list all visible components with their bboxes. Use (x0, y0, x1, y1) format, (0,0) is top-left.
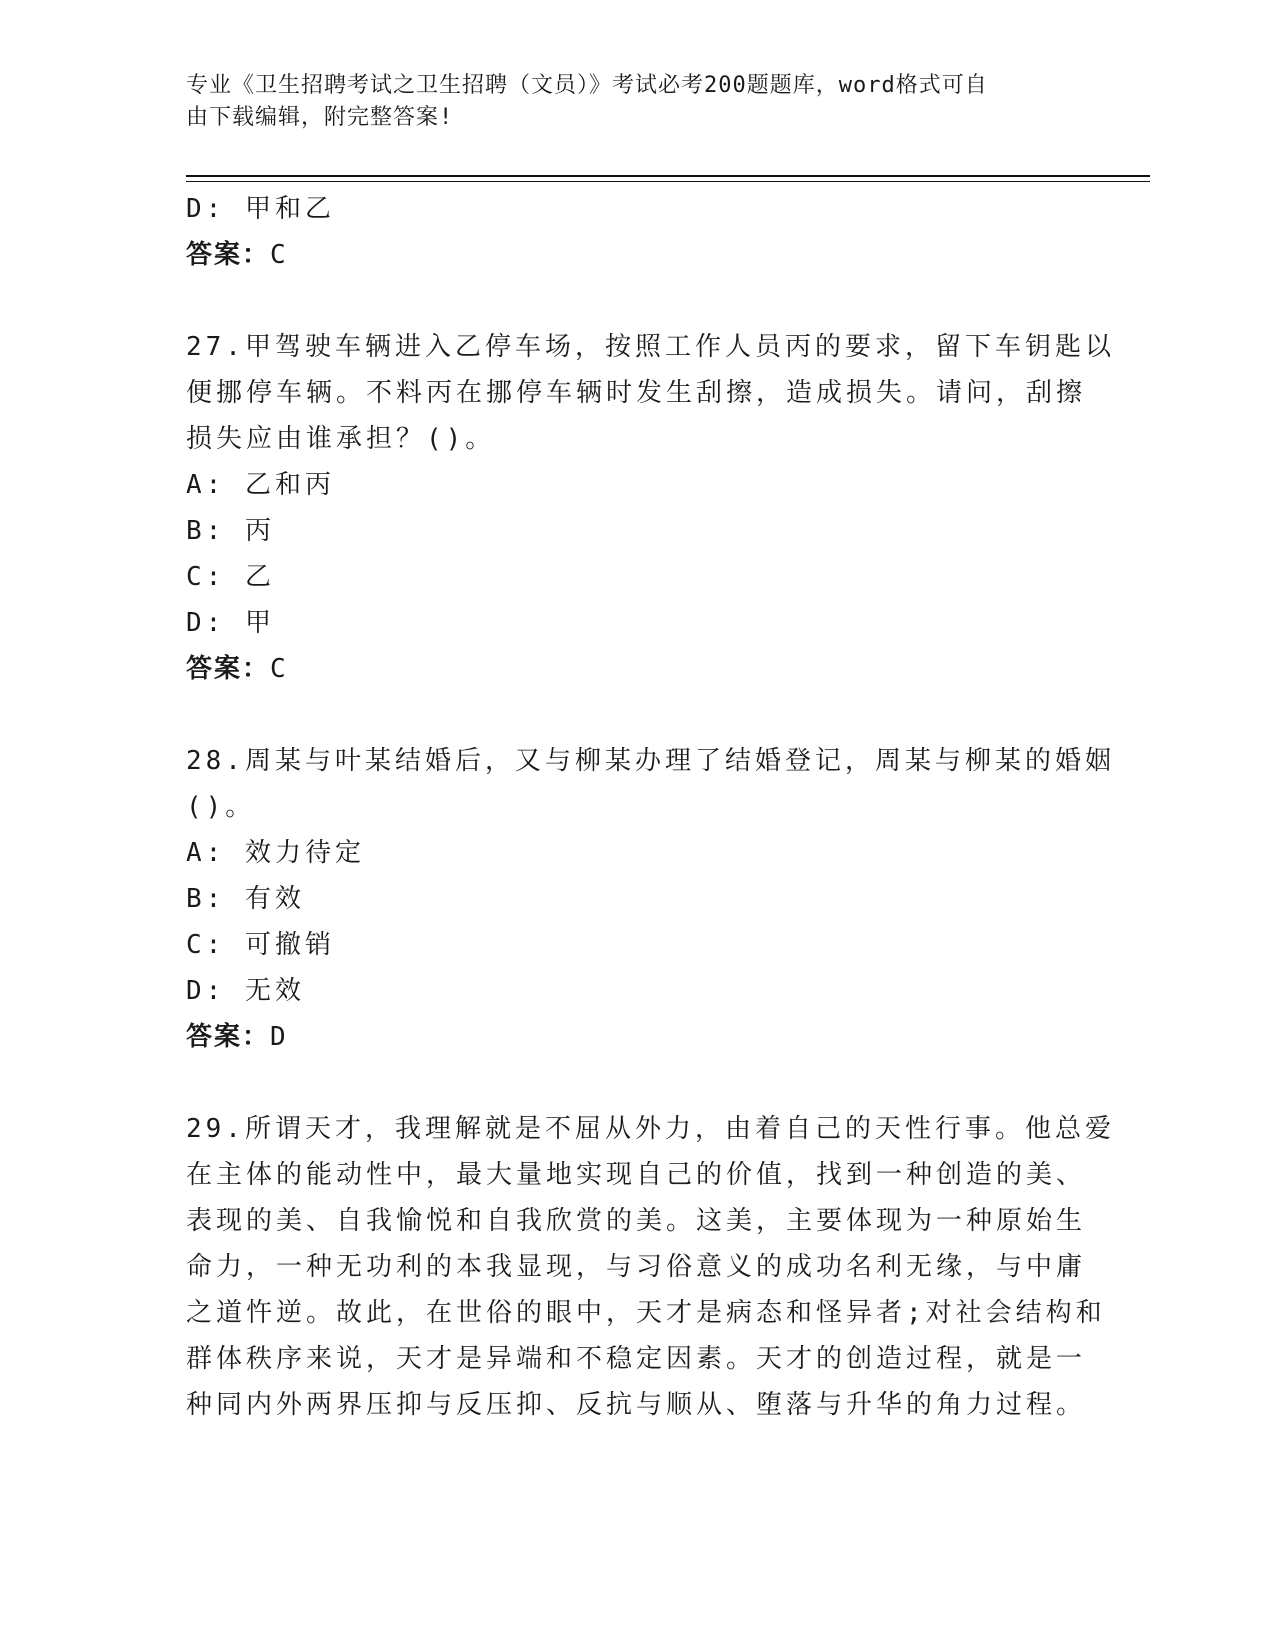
question-text-line: 种同内外两界压抑与反压抑、反抗与顺从、堕落与升华的角力过程。 (186, 1390, 1087, 1420)
option-b: B: 丙 (186, 516, 275, 546)
spacer (186, 278, 1086, 324)
question-text-line: 便挪停车辆。不料丙在挪停车辆时发生刮擦，造成损失。请问，刮擦 (186, 378, 1087, 408)
answer-label: 答案： (186, 240, 271, 270)
question-28 (186, 738, 1115, 1060)
question-text-line: 命力，一种无功利的本我显现，与习俗意义的成功名利无缘，与中庸 (186, 1252, 1087, 1282)
option-d: D: 甲 (186, 608, 275, 638)
question-text-line: 28.周某与叶某结婚后，又与柳某办理了结婚登记，周某与柳某的婚姻 (186, 746, 1115, 776)
answer-label: 答案： (186, 654, 271, 684)
question-text-line: ()。 (186, 792, 256, 822)
header-line-1: 专业《卫生招聘考试之卫生招聘（文员）》考试必考200题题库，word格式可自 (186, 73, 988, 98)
answer-value: C (270, 654, 288, 684)
page-header (186, 70, 1066, 134)
header-rule-thick (186, 175, 1150, 177)
question-27 (186, 324, 1115, 692)
question-text-line: 29.所谓天才，我理解就是不屈从外力，由着自己的天性行事。他总爱 (186, 1114, 1115, 1144)
question-text-line: 表现的美、自我愉悦和自我欣赏的美。这美，主要体现为一种原始生 (186, 1206, 1087, 1236)
question-text-line: 27.甲驾驶车辆进入乙停车场，按照工作人员丙的要求，留下车钥匙以 (186, 332, 1115, 362)
answer-label: 答案： (186, 1022, 271, 1052)
option-d: D: 甲和乙 (186, 194, 335, 224)
spacer (186, 692, 1086, 738)
answer-line (186, 232, 1086, 278)
option-a: A: 乙和丙 (186, 470, 335, 500)
header-line-2: 由下载编辑，附完整答案! (186, 105, 454, 130)
question-content (186, 186, 1115, 1428)
option-d: D: 无效 (186, 976, 305, 1006)
answer-value: D (270, 1022, 288, 1052)
question-text-line: 之道忤逆。故此，在世俗的眼中，天才是病态和怪异者;对社会结构和 (186, 1298, 1106, 1328)
question-text-line: 损失应由谁承担？()。 (186, 424, 496, 454)
answer-value: C (270, 240, 288, 270)
option-c: C: 乙 (186, 562, 275, 592)
option-c: C: 可撤销 (186, 930, 335, 960)
option-b: B: 有效 (186, 884, 305, 914)
question-text-line: 群体秩序来说，天才是异端和不稳定因素。天才的创造过程，就是一 (186, 1344, 1087, 1374)
answer-line (186, 1014, 1086, 1060)
question-29 (186, 1106, 1115, 1428)
spacer (186, 1060, 1086, 1106)
question-text-line: 在主体的能动性中，最大量地实现自己的价值，找到一种创造的美、 (186, 1160, 1087, 1190)
header-rule-thin (186, 181, 1150, 182)
answer-line (186, 646, 1086, 692)
option-a: A: 效力待定 (186, 838, 365, 868)
